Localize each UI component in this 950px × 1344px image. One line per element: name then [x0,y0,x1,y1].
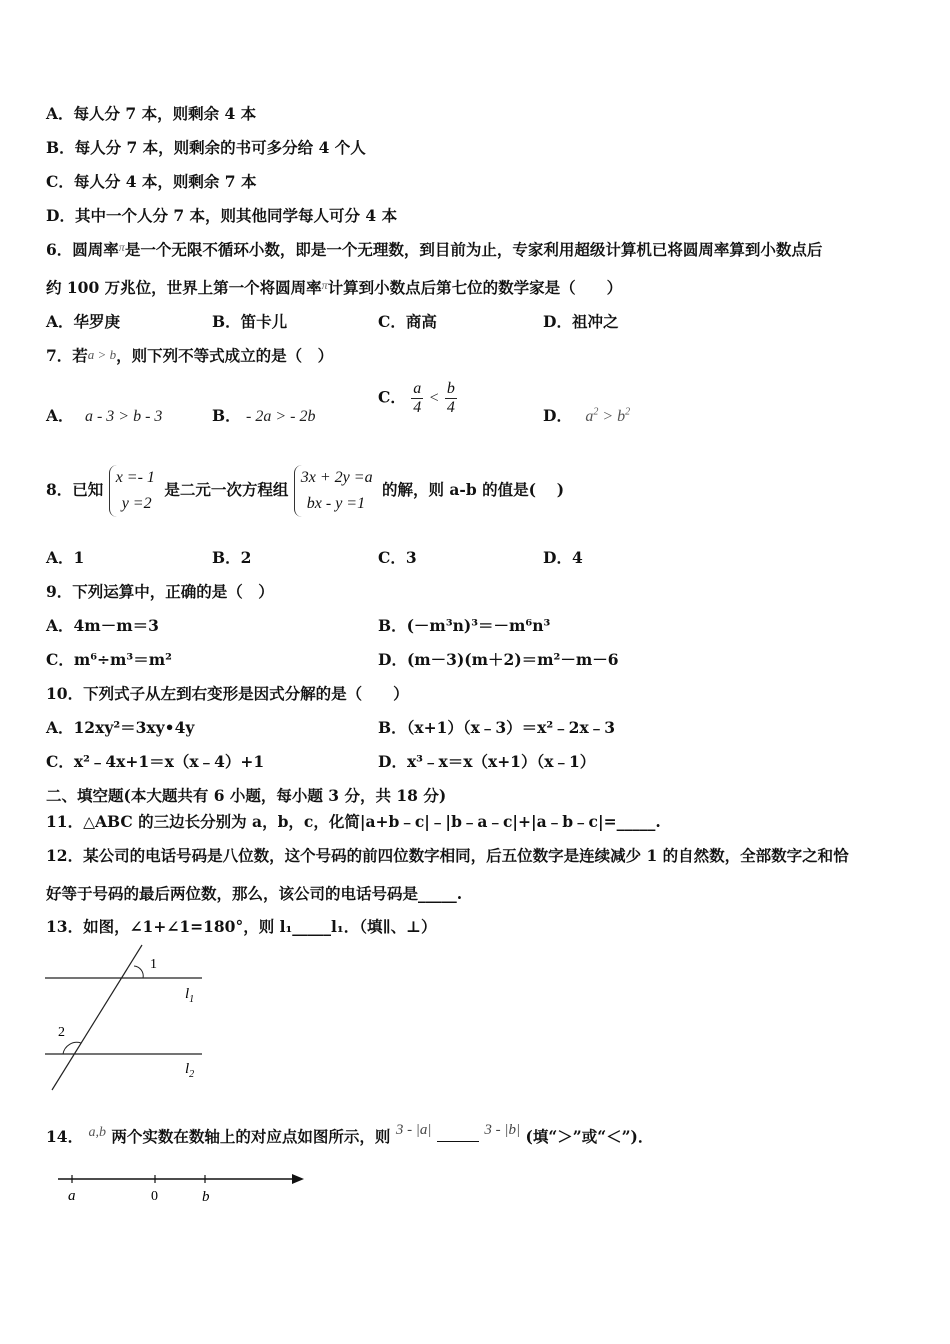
q5-option-d: D．其中一个人分 7 本，则其他同学每人可分 4 本 [46,206,398,225]
q7-option-c [378,380,457,417]
q6-option-c: C．商高 [378,312,437,331]
q10-option-c: C．x²﹣4x+1＝x（x﹣4）+1 [46,752,265,771]
q8-option-c: C．3 [378,548,417,567]
base-a: a [585,408,594,425]
q6-stem-part3: 约 100 万兆位，世界上第一个将圆周率 [46,278,322,297]
fraction-b-over-4 [445,380,457,417]
equation-system-solution [109,465,159,517]
fraction-numerator: a [413,380,422,397]
arrow-head-icon [292,1174,304,1184]
q8-option-a: A．1 [46,548,85,567]
less-than-sign: < [428,389,440,407]
q6-option-d: D．祖冲之 [543,312,619,331]
q13-stem: 13．如图，∠1+∠1=180°，则 l₁_____l₁．（填∥、⊥） [46,917,437,936]
point-b-label: b [202,1189,210,1205]
q9-stem: 9．下列运算中，正确的是（ ） [46,582,274,601]
fraction-a-over-4 [411,380,423,417]
fraction-numerator: b [446,380,455,397]
q7-option-b [212,404,315,426]
parallel-lines-figure [40,940,220,1100]
q14-stem-part1: 两个实数在数轴上的对应点如图所示，则 [111,1127,391,1146]
q14-stem [46,1110,653,1150]
system-line: bx - y =1 [306,495,366,512]
option-label: B． [212,406,241,425]
origin-label: 0 [151,1189,158,1204]
q10-stem: 10．下列式子从左到右变形是因式分解的是（ ） [46,684,409,703]
q8-stem [46,460,564,520]
transversal [52,945,142,1090]
q7-option-d-math [585,408,630,425]
line-l1-label: $l_1$ [185,986,195,1005]
system-line: x =- 1 [115,469,155,486]
exponent: 2 [593,406,599,418]
q11-stem: 11．△ABC 的三边长分别为 a，b，c，化简|a+b﹣c|﹣|b﹣a﹣c|+|a﹣b﹣c|=_____. [46,812,661,831]
q7-stem-part2: ，则下列不等式成立的是（ ） [116,346,334,365]
q7-option-d [543,404,630,426]
q8-stem-part2: 是二元一次方程组 [164,480,289,499]
system-line: y =2 [121,495,152,512]
q6-stem-line1 [46,238,822,260]
q7-condition: a > b [87,347,117,362]
answer-blank[interactable] [437,1141,479,1142]
q5-option-a: A．每人分 7 本，则剩余 4 本 [46,104,257,123]
q14-expression-2: 3 - |b| [484,1122,521,1138]
q10-option-a: A．12xy²＝3xy•4y [46,718,195,737]
option-label: D． [543,406,572,425]
q10-option-d: D．x³﹣x＝x（x+1）（x﹣1） [378,752,596,771]
greater-b: > b [598,408,626,425]
q14-number: 14． [46,1127,84,1146]
pi-symbol: π [118,240,125,254]
angle-1-label: 1 [150,957,157,972]
point-a-label: a [68,1188,76,1204]
q7-stem [46,344,333,366]
option-label: C． [378,387,406,407]
pi-symbol: π [321,278,328,292]
q6-option-b: B．笛卡儿 [212,312,288,331]
q6-option-a: A．华罗庚 [46,312,121,331]
fraction-denominator: 4 [446,399,455,416]
q7-option-b-math: - 2a > - 2b [246,408,316,425]
q9-option-a: A．4m－m＝3 [46,616,159,635]
q5-option-b: B．每人分 7 本，则剩余的书可多分给 4 个人 [46,138,366,157]
exponent: 2 [625,406,631,418]
q14-stem-part2: (填“＞”或“＜”)． [525,1127,654,1146]
number-line-figure [50,1168,310,1213]
angle-1-arc [134,966,143,978]
q6-stem-part4: 计算到小数点后第七位的数学家是（ ） [327,278,623,297]
q7-stem-part1: 7．若 [46,346,88,365]
q5-option-c: C．每人分 4 本，则剩余 7 本 [46,172,257,191]
q7-option-a [46,404,162,426]
q12-stem-line1: 12．某公司的电话号码是八位数，这个号码的前四位数字相同，后五位数字是连续减少 1 的自然数，全部数字之和恰 [46,846,849,865]
q7-option-a-math: a - 3 > b - 3 [84,408,163,425]
q8-option-d: D．4 [543,548,583,567]
fraction-denominator: 4 [413,399,422,416]
q6-stem-line2 [46,276,622,298]
system-line: 3x + 2y =a [300,469,373,486]
q8-stem-part3: 的解，则 a-b 的值是( ) [381,480,565,499]
option-label: A． [46,406,74,425]
q9-option-c: C．m⁶÷m³＝m² [46,650,172,669]
q8-option-b: B．2 [212,548,252,567]
q12-stem-line2: 好等于号码的最后两位数，那么，该公司的电话号码是_____. [46,884,463,903]
q9-option-d: D．(m－3)(m＋2)＝m²－m－6 [378,650,619,669]
line-l2-label: $l_2$ [185,1061,195,1080]
q8-stem-part1: 8．已知 [46,480,104,499]
section-heading: 二、填空题(本大题共有 6 小题，每小题 3 分，共 18 分) [46,786,447,805]
q14-variables: a,b [88,1125,106,1140]
q9-option-b: B．(－m³n)³＝－m⁶n³ [378,616,551,635]
q14-expression-1: 3 - |a| [395,1122,432,1138]
q6-stem-part1: 6．圆周率 [46,240,119,259]
q6-stem-part2: 是一个无限不循环小数，即是一个无理数，到目前为止，专家利用超级计算机已将圆周率算到小数点后 [124,240,823,259]
equation-system [294,465,377,517]
angle-2-label: 2 [58,1025,65,1040]
q10-option-b: B．（x+1）（x﹣3）＝x²﹣2x﹣3 [378,718,615,737]
